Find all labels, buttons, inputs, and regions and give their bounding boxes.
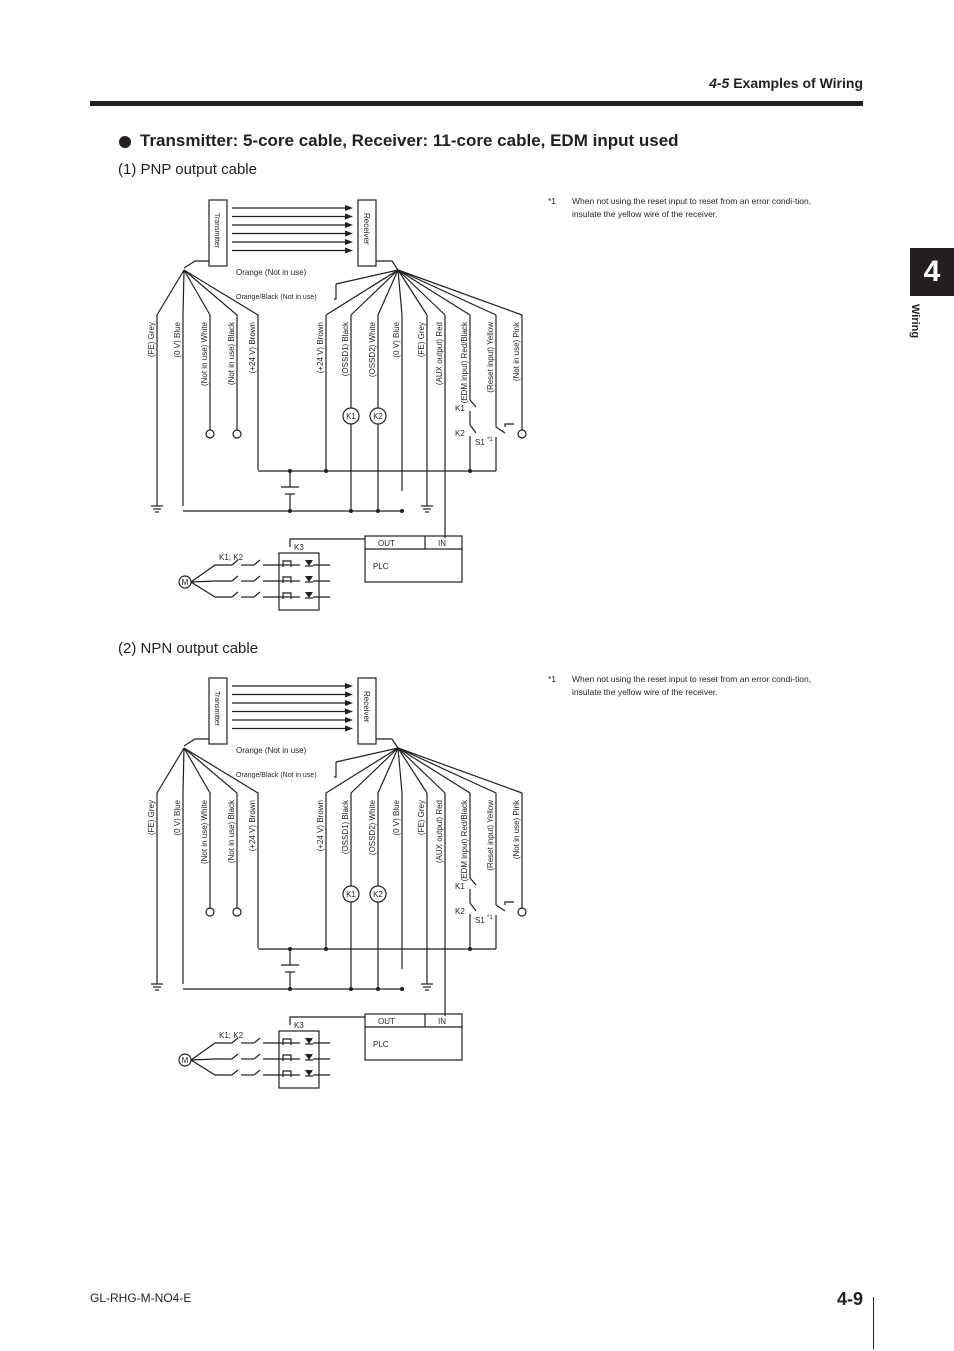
transmitter-wire-label: (FE) Grey	[147, 800, 156, 836]
bullet-icon	[119, 136, 131, 148]
terminal-icon	[206, 908, 214, 916]
receiver-wire-label: (0 V) Blue	[392, 800, 401, 836]
receiver-wire	[398, 270, 445, 315]
footnote-text: When not using the reset input to reset from an error condi-tion, insulate the yellow wire of the receiver.	[572, 196, 812, 219]
contactor-k1	[232, 1070, 238, 1075]
junction-dot	[400, 987, 404, 991]
transmitter-wire-label: (0 V) Blue	[173, 322, 182, 358]
receiver-wire	[326, 270, 398, 315]
beam-arrow-icon	[345, 214, 353, 220]
orange-wire	[336, 748, 398, 762]
k3-label: K3	[294, 543, 304, 552]
orange-wire-stub	[334, 284, 336, 299]
diagram-title-npn: (2) NPN output cable	[118, 640, 259, 657]
transmitter-wire-label: (Not in use) Black	[227, 322, 236, 386]
receiver-wire-label: (0 V) Blue	[392, 322, 401, 358]
transmitter-wire-label: (Not in use) White	[200, 800, 209, 865]
transmitter-label: Transmitter	[213, 691, 220, 727]
reset-switch-actuator	[505, 424, 514, 427]
edm-contact-k1	[470, 400, 476, 407]
receiver-label: Receiver	[362, 691, 371, 723]
beam-arrow-icon	[345, 248, 353, 254]
motor-lead	[191, 1043, 232, 1060]
junction-dot	[324, 469, 328, 473]
beam-arrow-icon	[345, 692, 353, 698]
relay-coil-label: K2	[373, 412, 383, 421]
junction-dot	[349, 987, 353, 991]
edm-contact-label: K2	[455, 907, 465, 916]
terminal-icon	[233, 430, 241, 438]
footnote-mark: *1	[548, 196, 557, 206]
edm-contact-label: K1	[455, 882, 465, 891]
receiver-wire	[351, 748, 398, 793]
receiver-wire-label: (+24 V) Brown	[316, 800, 325, 852]
transmitter-wire	[157, 270, 184, 506]
plc-out-label: OUT	[378, 1017, 395, 1026]
transmitter-wire-label: (0 V) Blue	[173, 800, 182, 836]
relay-coil-label: K1	[346, 890, 356, 899]
diode-icon	[305, 1070, 313, 1076]
motor-lead	[191, 581, 232, 582]
transmitter-wire-label: (Not in use) Black	[227, 800, 236, 864]
receiver-wire-label: (EDM input) Red/Black	[460, 800, 469, 882]
beam-arrow-icon	[345, 231, 353, 237]
reset-switch-label: S1	[475, 438, 485, 447]
k3-contact	[283, 1055, 291, 1061]
receiver-wire-label: (Reset input) Yellow	[486, 800, 495, 871]
plc-label: PLC	[373, 1040, 389, 1049]
transmitter-wire	[183, 270, 184, 506]
beam-arrow-icon	[345, 700, 353, 706]
terminal-icon	[518, 430, 526, 438]
beam-arrow-icon	[345, 205, 353, 211]
receiver-cable	[376, 261, 398, 270]
footnote-mark: *1	[548, 674, 557, 684]
reset-switch-actuator	[505, 902, 514, 905]
reset-switch-mark: *1	[487, 915, 493, 921]
receiver-wire-label: (AUX output) Red	[435, 800, 444, 864]
transmitter-wire-label: (Not in use) White	[200, 322, 209, 387]
receiver-wire-label: (OSSD1) Black	[341, 800, 350, 855]
transmitter-cable	[184, 261, 209, 268]
receiver-wire	[398, 270, 402, 315]
diode-icon	[305, 560, 313, 566]
terminal-icon	[518, 908, 526, 916]
junction-dot	[468, 469, 472, 473]
motor-lead	[191, 582, 232, 597]
junction-dot	[349, 509, 353, 513]
contactor-k2	[254, 592, 260, 597]
edm-contact-label: K2	[455, 429, 465, 438]
junction-dot	[400, 509, 404, 513]
receiver-wire-label: (FE) Grey	[417, 322, 426, 358]
wiring-diagram-pnp	[0, 195, 521, 615]
contactor-k2	[254, 576, 260, 581]
receiver-label: Receiver	[362, 213, 371, 245]
plc-in-label: IN	[438, 1017, 446, 1026]
orange-note: Orange (Not in use)	[236, 746, 307, 755]
transmitter-cable	[184, 739, 209, 746]
reset-switch-mark: *1	[487, 437, 493, 443]
terminal-icon	[206, 430, 214, 438]
contactor-k2	[254, 1038, 260, 1043]
diagram-title-pnp: (1) PNP output cable	[118, 161, 257, 178]
transmitter-wire-label: (+24 V) Brown	[248, 800, 257, 852]
contactor-k1	[232, 592, 238, 597]
transmitter-wire	[183, 748, 184, 984]
edm-contact-k1	[470, 878, 476, 885]
contactor-k2	[254, 1070, 260, 1075]
beam-arrow-icon	[345, 726, 353, 732]
diode-icon	[305, 1038, 313, 1044]
k3-label: K3	[294, 1021, 304, 1030]
receiver-wire	[326, 748, 398, 793]
k3-contact	[283, 1039, 291, 1045]
reset-switch-s1	[496, 905, 505, 911]
diode-icon	[305, 1054, 313, 1060]
chapter-tab: 4	[910, 248, 954, 296]
edm-contact-label: K1	[455, 404, 465, 413]
section-title: Examples of Wiring	[729, 75, 863, 91]
plc-out-label: OUT	[378, 539, 395, 548]
junction-dot	[288, 509, 292, 513]
junction-dot	[324, 947, 328, 951]
page-rule	[873, 1297, 874, 1349]
terminal-icon	[233, 908, 241, 916]
document-code: GL-RHG-M-NO4-E	[90, 1291, 192, 1305]
edm-contact-k2	[470, 903, 476, 911]
motor-label: M	[181, 1056, 189, 1065]
orange-note: Orange (Not in use)	[236, 268, 307, 277]
reset-switch-label: S1	[475, 916, 485, 925]
receiver-wire-label: (OSSD1) Black	[341, 322, 350, 377]
receiver-wire-label: (Not in use) Pink	[512, 800, 521, 860]
receiver-wire-label: (EDM input) Red/Black	[460, 322, 469, 404]
page-number: 4-9	[836, 1289, 863, 1309]
contactor-k1	[232, 1054, 238, 1059]
edm-contact-k2	[470, 425, 476, 433]
contactor-k1	[232, 576, 238, 581]
receiver-wire-label: (+24 V) Brown	[316, 322, 325, 374]
receiver-wire	[398, 748, 402, 793]
header-rule	[90, 101, 863, 106]
reset-switch-s1	[496, 427, 505, 433]
motor-lead	[191, 1059, 232, 1060]
receiver-wire-label: (OSSD2) White	[368, 322, 377, 378]
receiver-wire-label: (Not in use) Pink	[512, 322, 521, 382]
wiring-diagram-npn	[0, 673, 521, 1093]
receiver-wire-label: (AUX output) Red	[435, 322, 444, 386]
section-heading: Transmitter: 5-core cable, Receiver: 11-core cable, EDM input used	[140, 131, 679, 150]
receiver-wire	[398, 748, 445, 793]
section-header	[640, 75, 863, 91]
footnote-text: When not using the reset input to reset from an error condi-tion, insulate the yellow wire of the receiver.	[572, 674, 812, 697]
plc-in-label: IN	[438, 539, 446, 548]
junction-dot	[288, 987, 292, 991]
receiver-wire-label: (FE) Grey	[417, 800, 426, 836]
beam-arrow-icon	[345, 683, 353, 689]
k3-contact	[283, 561, 291, 567]
junction-dot	[468, 947, 472, 951]
diode-icon	[305, 592, 313, 598]
section-number: 4-5	[709, 75, 730, 91]
transmitter-wire	[157, 748, 184, 984]
motor-contacts-label: K1; K2	[219, 1031, 244, 1040]
diode-icon	[305, 576, 313, 582]
k3-contact	[283, 1071, 291, 1077]
transmitter-wire-label: (+24 V) Brown	[248, 322, 257, 374]
orange-black-note: Orange/Black (Not in use)	[236, 294, 317, 301]
motor-lead	[191, 565, 232, 582]
relay-coil-label: K2	[373, 890, 383, 899]
k3-contact	[283, 577, 291, 583]
chapter-label: Wiring	[909, 304, 921, 339]
orange-black-note: Orange/Black (Not in use)	[236, 772, 317, 779]
beam-arrow-icon	[345, 239, 353, 245]
contactor-k2	[254, 560, 260, 565]
receiver-wire-label: (Reset input) Yellow	[486, 322, 495, 393]
receiver-wire	[351, 270, 398, 315]
receiver-cable	[376, 739, 398, 748]
plc-label: PLC	[373, 562, 389, 571]
transmitter-label: Transmitter	[213, 213, 220, 249]
contactor-k2	[254, 1054, 260, 1059]
motor-label: M	[181, 578, 189, 587]
beam-arrow-icon	[345, 717, 353, 723]
orange-wire	[336, 270, 398, 284]
receiver-wire-label: (OSSD2) White	[368, 800, 377, 856]
transmitter-wire-label: (FE) Grey	[147, 322, 156, 358]
beam-arrow-icon	[345, 222, 353, 228]
k3-contact	[283, 593, 291, 599]
beam-arrow-icon	[345, 709, 353, 715]
motor-contacts-label: K1; K2	[219, 553, 244, 562]
relay-coil-label: K1	[346, 412, 356, 421]
orange-wire-stub	[334, 762, 336, 777]
motor-lead	[191, 1060, 232, 1075]
